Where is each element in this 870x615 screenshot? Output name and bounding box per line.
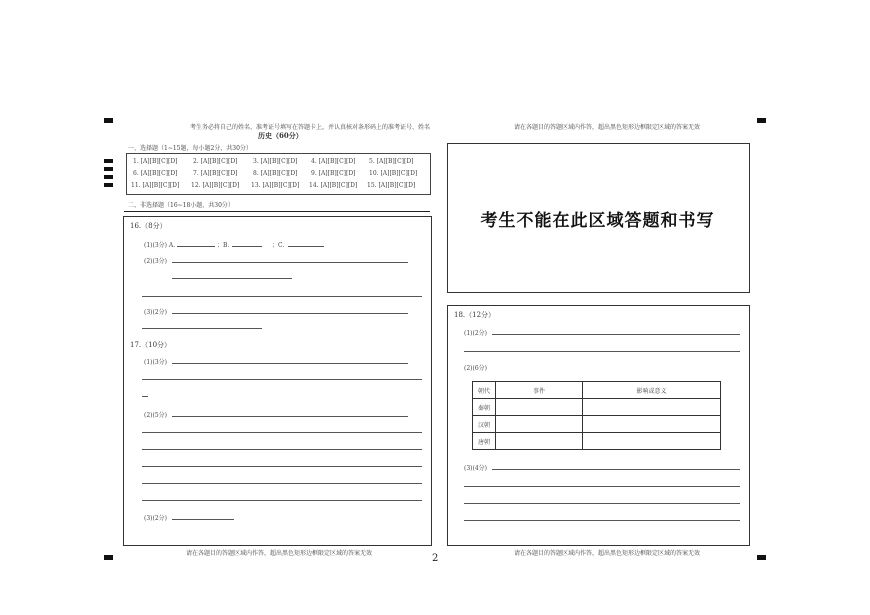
right-header-note: 请在各题目的答题区域内作答，超出黑色矩形边框限定区域的答案无效 <box>514 124 701 131</box>
choice-row <box>127 158 430 168</box>
answer-line[interactable] <box>232 246 262 247</box>
answer-line[interactable] <box>142 379 422 380</box>
table-row-label: 秦朝 <box>473 399 496 416</box>
table-cell[interactable] <box>583 399 721 416</box>
answer-line[interactable] <box>142 500 422 501</box>
choice-item[interactable]: 7. [A][B][C][D] <box>193 170 238 177</box>
choice-row <box>127 182 430 192</box>
answer-line[interactable] <box>464 520 740 521</box>
answer-line[interactable] <box>142 432 422 433</box>
timing-mark <box>104 175 113 179</box>
choice-item[interactable]: 13. [A][B][C][D] <box>251 182 300 189</box>
choice-item[interactable]: 15. [A][B][C][D] <box>367 182 416 189</box>
answer-line[interactable] <box>172 519 234 520</box>
table-row <box>473 399 721 416</box>
choice-item[interactable]: 9. [A][B][C][D] <box>311 170 356 177</box>
q18-label: 18.（12分） <box>454 311 496 319</box>
choice-item[interactable]: 4. [A][B][C][D] <box>311 158 356 165</box>
table-cell[interactable] <box>496 416 583 433</box>
section-divider <box>124 211 430 212</box>
answer-line[interactable] <box>172 278 292 279</box>
choice-item[interactable]: 3. [A][B][C][D] <box>253 158 298 165</box>
choice-item[interactable]: 6. [A][B][C][D] <box>133 170 178 177</box>
table-header-row <box>473 382 721 399</box>
choice-row <box>127 170 430 180</box>
answer-line[interactable] <box>142 466 422 467</box>
table-header-cell: 朝代 <box>473 382 496 399</box>
q18-part3-label: (3)(4分) <box>464 465 487 472</box>
answer-line[interactable] <box>464 503 740 504</box>
q17-label: 17.（10分） <box>130 341 172 349</box>
answer-line[interactable] <box>177 246 215 247</box>
answer-line[interactable] <box>172 363 408 364</box>
timing-mark <box>104 159 113 163</box>
q17-part3-label: (3)(2分) <box>144 515 167 522</box>
table-cell[interactable] <box>496 399 583 416</box>
registration-mark-top-right <box>757 118 766 123</box>
timing-mark <box>104 183 113 187</box>
answer-line[interactable] <box>142 449 422 450</box>
answer-line[interactable] <box>288 246 324 247</box>
left-footer-note: 请在各题目的答题区域内作答，超出黑色矩形边框限定区域的答案无效 <box>186 550 373 557</box>
choice-item[interactable]: 5. [A][B][C][D] <box>369 158 414 165</box>
table-cell[interactable] <box>583 433 721 450</box>
choice-item[interactable]: 10. [A][B][C][D] <box>369 170 418 177</box>
table-row <box>473 416 721 433</box>
subject-title: 历史（60分） <box>258 131 303 140</box>
choice-item[interactable]: 8. [A][B][C][D] <box>253 170 298 177</box>
answer-line[interactable] <box>142 396 148 397</box>
choice-item[interactable]: 12. [A][B][C][D] <box>191 182 240 189</box>
registration-mark-top-left <box>104 118 113 123</box>
q16-part1-label: (1)(3分) A. <box>144 242 176 249</box>
q16-part3-label: (3)(2分) <box>144 309 167 316</box>
answer-area-left <box>123 216 432 546</box>
answer-line[interactable] <box>464 351 740 352</box>
q18-part1-label: (1)(2分) <box>464 330 487 337</box>
q17-part2-label: (2)(5分) <box>144 412 167 419</box>
table-cell[interactable] <box>583 416 721 433</box>
choice-item[interactable]: 14. [A][B][C][D] <box>309 182 358 189</box>
answer-line[interactable] <box>492 334 740 335</box>
choice-section-title: 一、选择题（1~15题，每小题2分，共30分） <box>128 145 252 152</box>
table-header-cell: 影响或意义 <box>583 382 721 399</box>
right-footer-note: 请在各题目的答题区域内作答，超出黑色矩形边框限定区域的答案无效 <box>514 550 701 557</box>
answer-line[interactable] <box>172 313 408 314</box>
registration-mark-bottom-right <box>757 555 766 560</box>
q18-answer-table <box>472 381 721 450</box>
table-cell[interactable] <box>496 433 583 450</box>
q16-part1-b: ；B. <box>217 242 230 249</box>
no-writing-warning: 考生不能在此区域答题和书写 <box>480 211 715 231</box>
choice-item[interactable]: 2. [A][B][C][D] <box>193 158 238 165</box>
q17-part1-label: (1)(3分) <box>144 359 167 366</box>
registration-mark-bottom-left <box>104 555 113 560</box>
page-number: 2 <box>432 553 439 564</box>
table-header-cell: 事件 <box>496 382 583 399</box>
answer-line[interactable] <box>172 416 408 417</box>
answer-line[interactable] <box>142 296 422 297</box>
left-header-note: 考生务必将自己的姓名、准考证号填写在答题卡上，并认真核对条形码上的准考证号、姓名 <box>190 124 431 131</box>
choice-answer-grid <box>126 153 431 195</box>
answer-line[interactable] <box>142 483 422 484</box>
q16-part2-label: (2)(3分) <box>144 258 167 265</box>
q16-label: 16.（8分） <box>130 222 167 230</box>
q18-part2-label: (2)(6分) <box>464 365 487 372</box>
answer-line[interactable] <box>492 469 740 470</box>
answer-line[interactable] <box>142 328 262 329</box>
answer-line[interactable] <box>464 486 740 487</box>
table-row <box>473 433 721 450</box>
table-row-label: 汉朝 <box>473 416 496 433</box>
choice-item[interactable]: 1. [A][B][C][D] <box>133 158 178 165</box>
choice-item[interactable]: 11. [A][B][C][D] <box>131 182 180 189</box>
table-row-label: 唐朝 <box>473 433 496 450</box>
answer-line[interactable] <box>172 262 408 263</box>
q16-part1-c: ；C. <box>272 242 285 249</box>
timing-mark <box>104 167 113 171</box>
nonchoice-section-title: 二、非选择题（16~18小题，共30分） <box>128 202 234 209</box>
